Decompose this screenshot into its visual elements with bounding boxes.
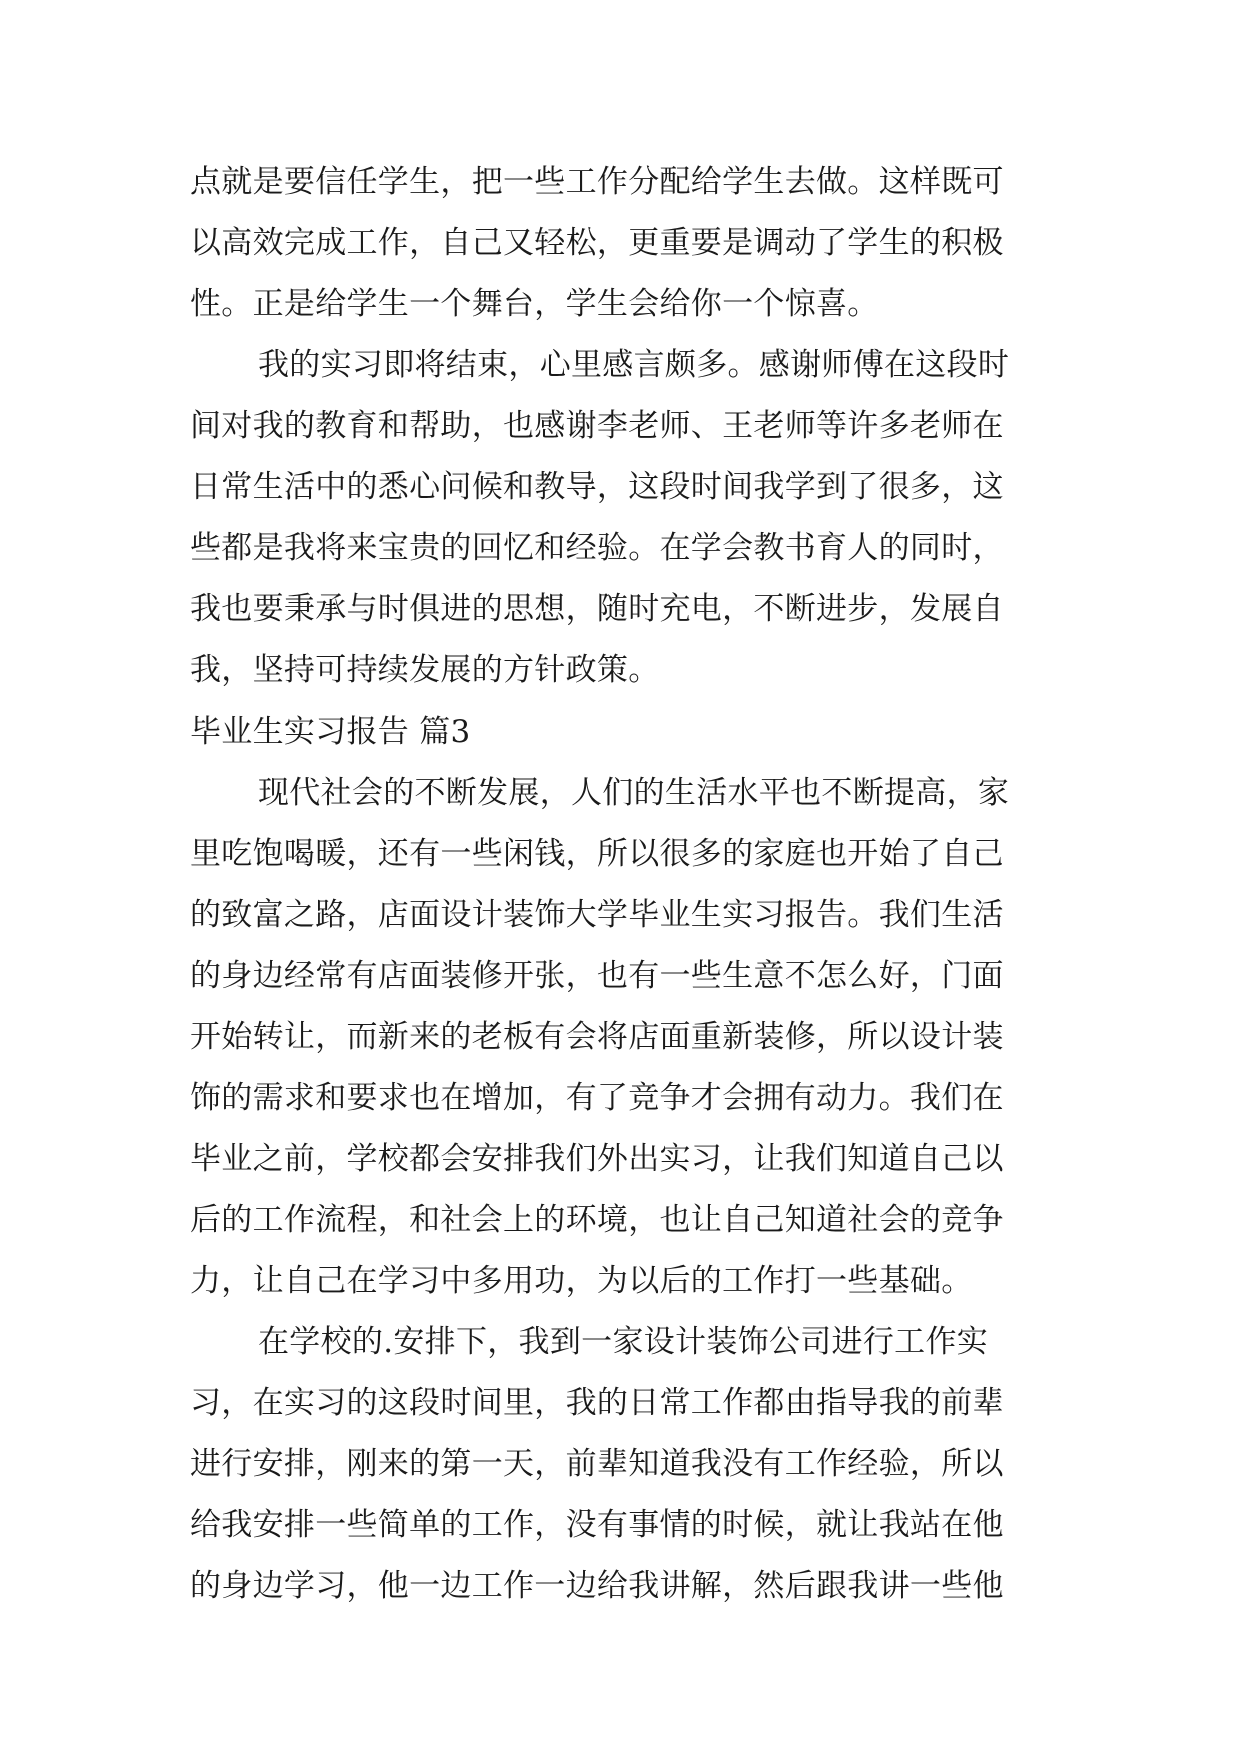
text-line: 我，坚持可持续发展的方针政策。 — [190, 652, 660, 688]
text-line: 在学校的.安排下，我到一家设计装饰公司进行工作实 — [258, 1324, 989, 1360]
text-line: 习，在实习的这段时间里，我的日常工作都由指导我的前辈 — [190, 1385, 1004, 1421]
text-line: 里吃饱喝暖，还有一些闲钱，所以很多的家庭也开始了自己 — [190, 836, 1004, 872]
document-body — [190, 152, 1070, 1617]
text-line: 的身边经常有店面装修开张，也有一些生意不怎么好，门面 — [190, 958, 1004, 994]
text-line: 的致富之路，店面设计装饰大学毕业生实习报告。我们生活 — [190, 897, 1004, 933]
text-line: 点就是要信任学生，把一些工作分配给学生去做。这样既可 — [190, 164, 1004, 200]
paragraph-intro — [190, 763, 1070, 1312]
text-line: 给我安排一些简单的工作，没有事情的时候，就让我站在他 — [190, 1507, 1004, 1543]
text-line: 的身边学习，他一边工作一边给我讲解，然后跟我讲一些他 — [190, 1568, 1004, 1604]
text-line: 些都是我将来宝贵的回忆和经验。在学会教书育人的同时， — [190, 530, 1004, 566]
paragraph-internship — [190, 1312, 1070, 1617]
text-line: 饰的需求和要求也在增加，有了竞争才会拥有动力。我们在 — [190, 1080, 1004, 1116]
paragraph-thanks — [190, 335, 1070, 701]
text-line: 毕业之前，学校都会安排我们外出实习，让我们知道自己以 — [190, 1141, 1004, 1177]
text-line: 我也要秉承与时俱进的思想，随时充电，不断进步，发展自 — [190, 591, 1004, 627]
text-line: 后的工作流程，和社会上的环境，也让自己知道社会的竞争 — [190, 1202, 1004, 1238]
paragraph-continuation — [190, 152, 1070, 335]
text-line: 力，让自己在学习中多用功，为以后的工作打一些基础。 — [190, 1263, 973, 1299]
text-line: 进行安排，刚来的第一天，前辈知道我没有工作经验，所以 — [190, 1446, 1004, 1482]
text-line: 间对我的教育和帮助，也感谢李老师、王老师等许多老师在 — [190, 408, 1004, 444]
section-heading: 毕业生实习报告 篇3 — [190, 714, 471, 750]
text-line: 我的实习即将结束，心里感言颇多。感谢师傅在这段时 — [258, 347, 1010, 383]
text-line: 日常生活中的悉心问候和教导，这段时间我学到了很多，这 — [190, 469, 1004, 505]
text-line: 现代社会的不断发展，人们的生活水平也不断提高，家 — [258, 775, 1010, 811]
text-line: 开始转让，而新来的老板有会将店面重新装修，所以设计装 — [190, 1019, 1004, 1055]
text-line: 性。正是给学生一个舞台，学生会给你一个惊喜。 — [190, 286, 879, 322]
text-line: 以高效完成工作，自己又轻松，更重要是调动了学生的积极 — [190, 225, 1004, 261]
